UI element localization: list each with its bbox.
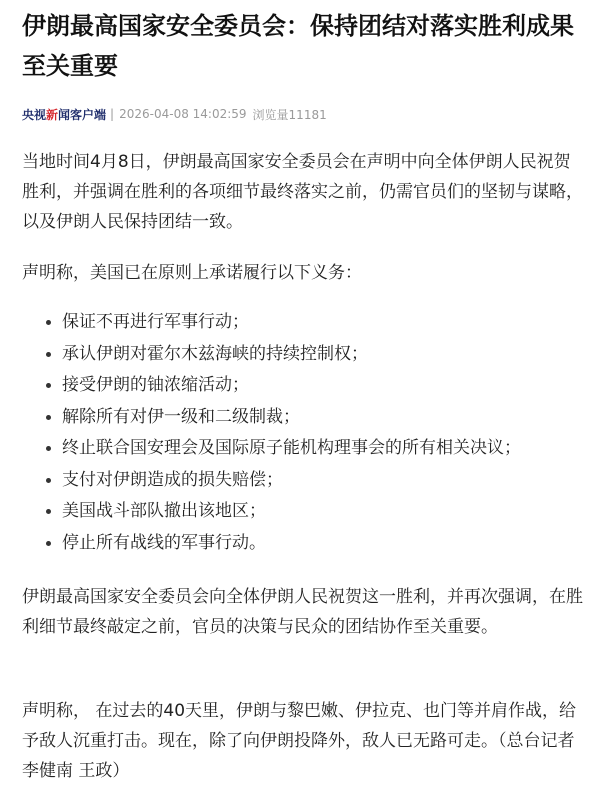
bullet-dot-icon bbox=[46, 352, 51, 357]
list-item bbox=[22, 465, 584, 497]
view-count: 浏览量11181 bbox=[252, 107, 327, 122]
bullet-dot-icon bbox=[46, 320, 51, 325]
source-name-suffix: 闻客户端 bbox=[58, 107, 107, 122]
bullet-dot-icon bbox=[46, 541, 51, 546]
obligations-list bbox=[22, 307, 584, 559]
paragraph-obligations-lead: 声明称，美国已在原则上承诺履行以下义务： bbox=[22, 263, 362, 283]
list-item bbox=[22, 496, 584, 528]
list-item bbox=[22, 528, 584, 560]
source-name[interactable] bbox=[22, 106, 106, 123]
bullet-dot-icon bbox=[46, 478, 51, 483]
bullet-dot-icon bbox=[46, 415, 51, 420]
list-item bbox=[22, 402, 584, 434]
list-item-text: 解除所有对伊一级和二级制裁； bbox=[62, 406, 300, 427]
article-title: 伊朗最高国家安全委员会：保持团结对落实胜利成果至关重要 bbox=[22, 12, 574, 80]
bullet-dot-icon bbox=[46, 383, 51, 388]
list-item bbox=[22, 370, 584, 402]
list-item-text: 美国战斗部队撤出该地区； bbox=[62, 501, 266, 521]
meta-separator: | bbox=[110, 107, 115, 121]
source-name-accent: 新 bbox=[46, 107, 59, 122]
paragraph-congratulations: 伊朗最高国家安全委员会向全体伊朗人民祝贺这一胜利，并再次强调，在胜利细节最终敲定之前，官员的决策与民众的团结协作至关重要。 bbox=[22, 587, 583, 637]
source-name-prefix: 央视 bbox=[22, 107, 47, 122]
list-item-text: 终止联合国安理会及国际原子能机构理事会的所有相关决议； bbox=[62, 438, 521, 458]
paragraph-closing: 声明称， 在过去的40天里，伊朗与黎巴嫩、伊拉克、也门等并肩作战，给予敌人沉重打击。现在，除了向伊朗投降外，敌人已无路可走。（总台记者 李健南 王政） bbox=[22, 701, 577, 781]
list-item-text: 支付对伊朗造成的损失赔偿； bbox=[62, 469, 283, 490]
list-item bbox=[22, 307, 584, 339]
list-item-text: 承认伊朗对霍尔木兹海峡的持续控制权； bbox=[62, 343, 368, 364]
list-item-text: 停止所有战线的军事行动。 bbox=[62, 532, 266, 553]
article-meta bbox=[22, 104, 327, 124]
list-item bbox=[22, 339, 584, 371]
list-item bbox=[22, 433, 584, 465]
publish-datetime: 2026-04-08 14:02:59 bbox=[119, 107, 247, 121]
bullet-dot-icon bbox=[46, 446, 51, 451]
list-item-text: 保证不再进行军事行动； bbox=[62, 312, 249, 332]
paragraph-intro: 当地时间4月8日，伊朗最高国家安全委员会在声明中向全体伊朗人民祝贺胜利，并强调在胜利的各项细节最终落实之前，仍需官员们的坚韧与谋略，以及伊朗人民保持团结一致。 bbox=[22, 152, 583, 232]
list-item-text: 接受伊朗的铀浓缩活动； bbox=[62, 375, 249, 395]
bullet-dot-icon bbox=[46, 509, 51, 514]
